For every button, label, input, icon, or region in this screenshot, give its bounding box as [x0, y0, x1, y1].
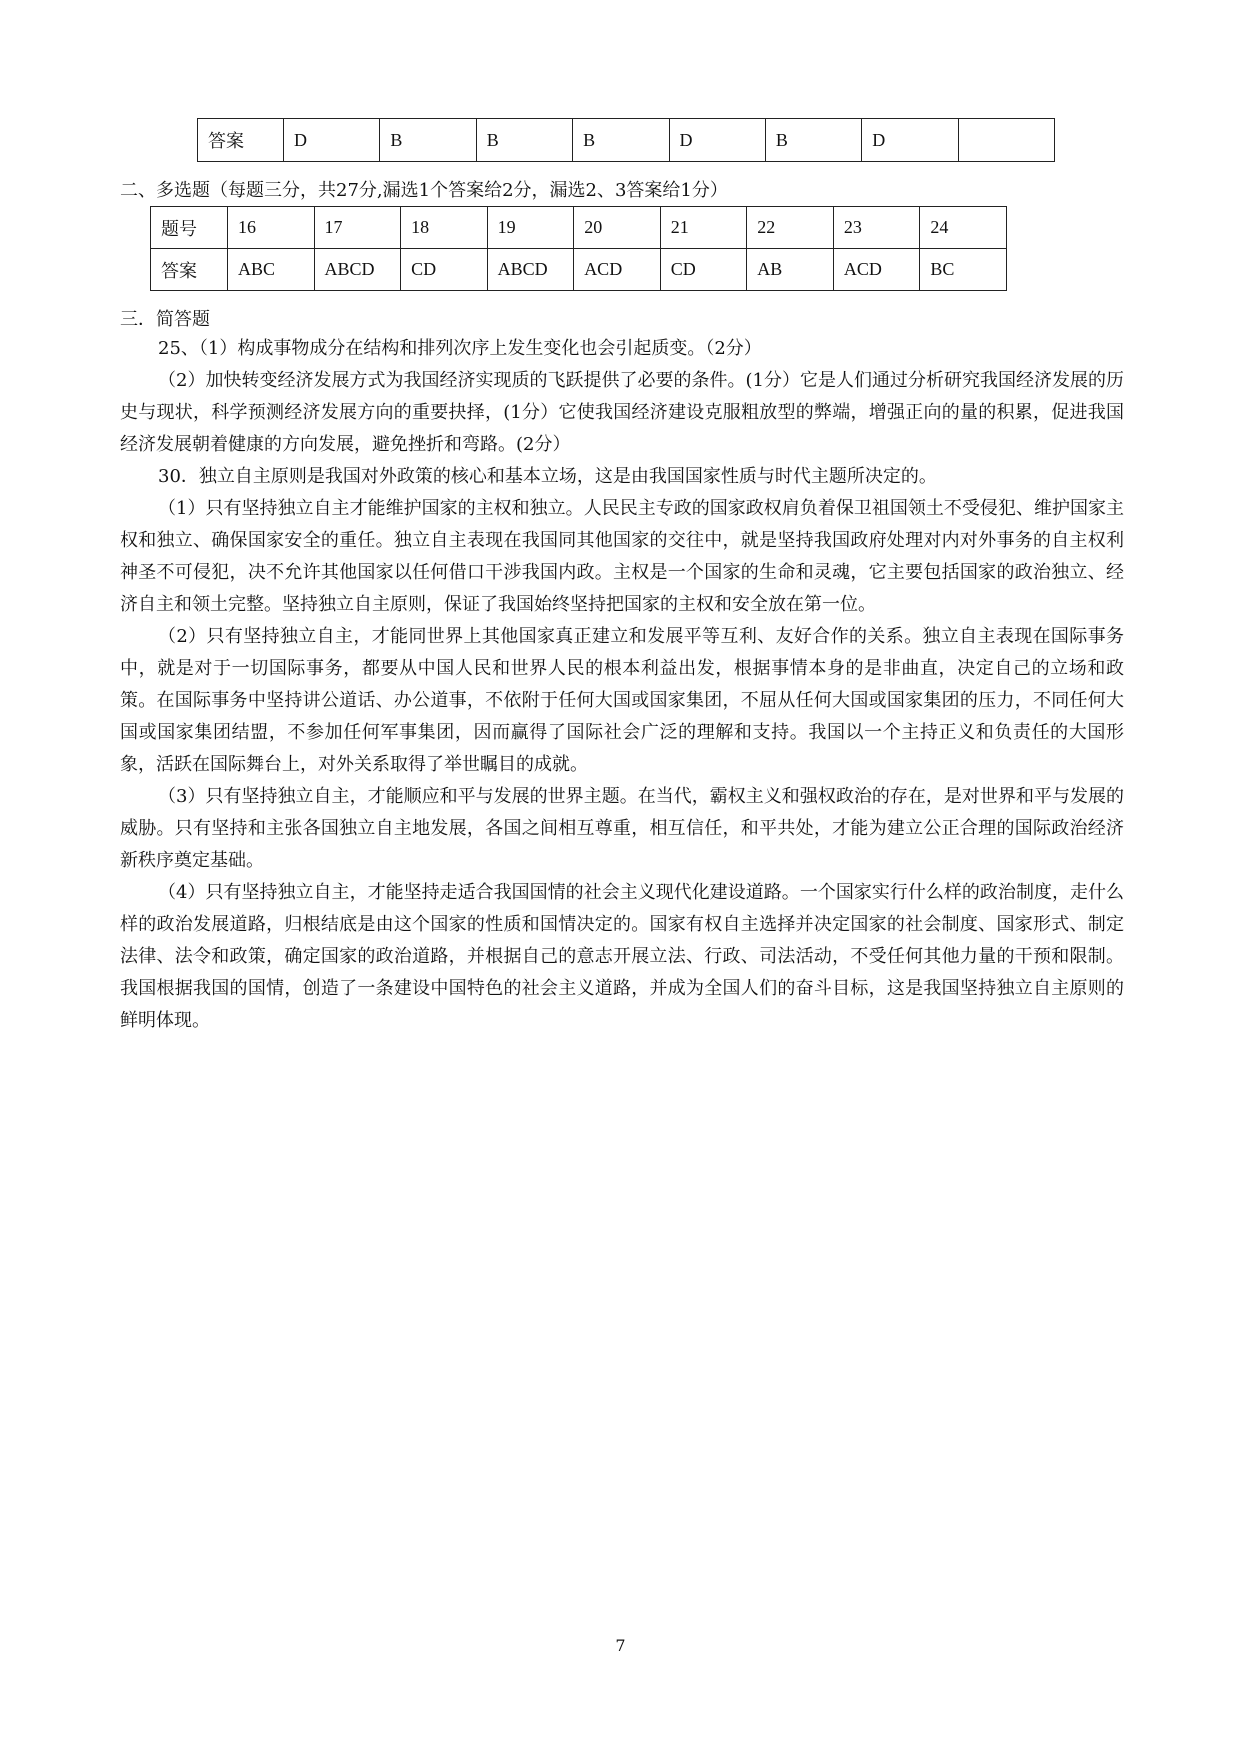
question-number-cell: 18 — [401, 207, 488, 249]
answer-paragraph: （2）只有坚持独立自主，才能同世界上其他国家真正建立和发展平等互利、友好合作的关系。独立自主表现在国际事务中，就是对于一切国际事务，都要从中国人民和世界人民的根本利益出发，根据事情本身的是非曲直，决定自己的立场和政策。在国际事务中坚持讲公道话、办公道事，不依附于任何大国或国家集团，不屈从任何大国或国家集团的压力，不同任何大国或国家集团结盟，不参加任何军事集团，因而赢得了国际社会广泛的理解和支持。我国以一个主持正义和负责任的大国形象，活跃在国际舞台上，对外关系取得了举世瞩目的成就。 — [120, 626, 1124, 775]
number-label: 题号 — [151, 207, 228, 249]
question-number-cell: 24 — [920, 207, 1007, 249]
answer-cell: D — [862, 119, 958, 162]
answer-cell: ACD — [833, 249, 920, 291]
answer-cell — [958, 119, 1054, 162]
answer-cell: CD — [401, 249, 488, 291]
answer-paragraph: （1）只有坚持独立自主才能维护国家的主权和独立。人民民主专政的国家政权肩负着保卫祖国领土不受侵犯、维护国家主权和独立、确保国家安全的重任。独立自主表现在我国同其他国家的交往中，就是坚持我国政府处理对内对外事务的自主权利神圣不可侵犯，决不允许其他国家以任何借口干涉我国内政。主权是一个国家的生命和灵魂，它主要包括国家的政治独立、经济自主和领土完整。坚持独立自主原则，保证了我国始终坚持把国家的主权和安全放在第一位。 — [120, 498, 1124, 615]
multiple-choice-answer-table — [150, 206, 1007, 291]
answer-cell: B — [765, 119, 861, 162]
answer-paragraph: 30．独立自主原则是我国对外政策的核心和基本立场，这是由我国国家性质与时代主题所决定的。 — [158, 466, 937, 487]
answer-cell: ABCD — [487, 249, 574, 291]
answer-paragraph: （4）只有坚持独立自主，才能坚持走适合我国国情的社会主义现代化建设道路。一个国家实行什么样的政治制度，走什么样的政治发展道路，归根结底是由这个国家的性质和国情决定的。国家有权自主选择并决定国家的社会制度、国家形式、制定法律、法令和政策，确定国家的政治道路，并根据自己的意志开展立法、行政、司法活动，不受任何其他力量的干预和限制。我国根据我国的国情，创造了一条建设中国特色的社会主义道路，并成为全国人们的奋斗目标，这是我国坚持独立自主原则的鲜明体现。 — [120, 882, 1124, 1031]
answer-cell: B — [573, 119, 669, 162]
question-number-cell: 19 — [487, 207, 574, 249]
answer-cell: BC — [920, 249, 1007, 291]
answer-cell: B — [380, 119, 476, 162]
answer-cell: D — [284, 119, 380, 162]
answer-cell: CD — [660, 249, 747, 291]
section-heading-multiple-choice: 二、多选题（每题三分，共27分,漏选1个答案给2分，漏选2、3答案给1分） — [120, 180, 728, 201]
answer-cell: ABCD — [314, 249, 401, 291]
answer-label: 答案 — [198, 119, 284, 162]
question-number-cell: 17 — [314, 207, 401, 249]
single-choice-answer-table — [197, 118, 1055, 162]
section-heading-short-answer: 三．简答题 — [120, 309, 210, 330]
answer-cell: B — [476, 119, 572, 162]
answer-label: 答案 — [151, 249, 228, 291]
question-number-cell: 23 — [833, 207, 920, 249]
table-row — [151, 207, 1007, 249]
answer-paragraph: 25、（1）构成事物成分在结构和排列次序上发生变化也会引起质变。（2分） — [158, 338, 762, 359]
table-row — [151, 249, 1007, 291]
answer-cell: ABC — [228, 249, 315, 291]
page-number: 7 — [615, 1636, 626, 1655]
table-row — [198, 119, 1055, 162]
answer-paragraph: （2）加快转变经济发展方式为我国经济实现质的飞跃提供了必要的条件。(1分）它是人们通过分析研究我国经济发展的历史与现状，科学预测经济发展方向的重要抉择，(1分）它使我国经济建设克服粗放型的弊端，增强正向的量的积累，促进我国经济发展朝着健康的方向发展，避免挫折和弯路。(2分） — [120, 370, 1124, 455]
answer-paragraph: （3）只有坚持独立自主，才能顺应和平与发展的世界主题。在当代，霸权主义和强权政治的存在，是对世界和平与发展的威胁。只有坚持和主张各国独立自主地发展，各国之间相互尊重，相互信任，和平共处，才能为建立公正合理的国际政治经济新秩序奠定基础。 — [120, 786, 1124, 871]
question-number-cell: 21 — [660, 207, 747, 249]
answer-cell: ACD — [574, 249, 661, 291]
question-number-cell: 20 — [574, 207, 661, 249]
question-number-cell: 22 — [747, 207, 834, 249]
question-number-cell: 16 — [228, 207, 315, 249]
answer-text-body — [120, 333, 1124, 1037]
answer-cell: D — [669, 119, 765, 162]
answer-cell: AB — [747, 249, 834, 291]
